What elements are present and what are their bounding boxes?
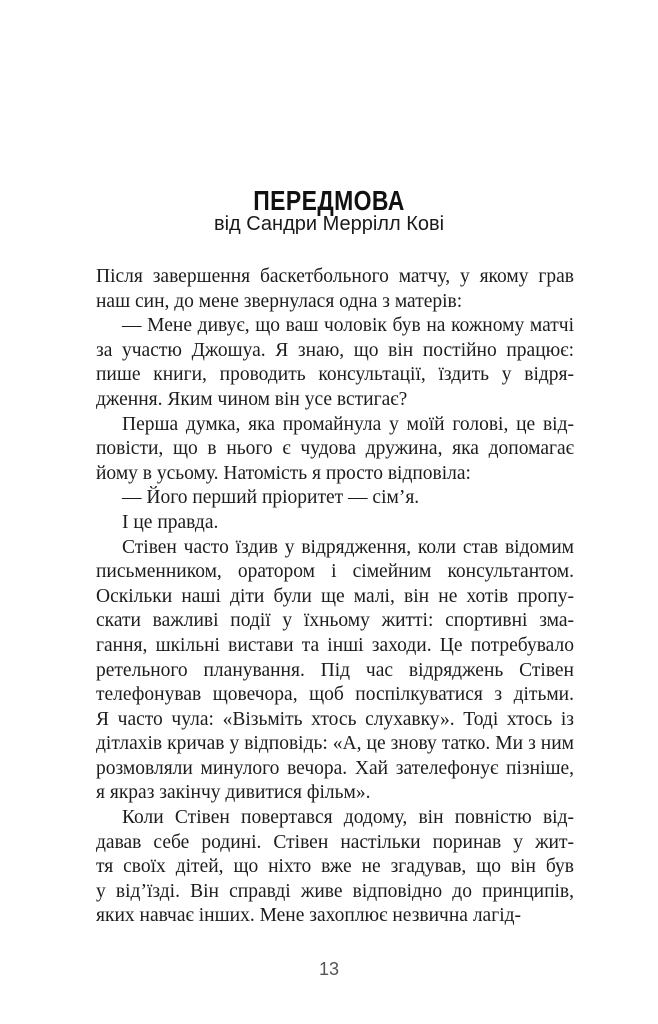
text-line: давав себе родині. Стівен настільки поринав у жит- xyxy=(96,831,574,853)
text-line: телефонував щовечора, щоб поспілкуватися з дітьми. xyxy=(96,684,574,706)
text-line: у від’їзді. Він справді живе відповідно до принципів, xyxy=(96,880,574,902)
page-number: 13 xyxy=(318,959,340,979)
text-line: наш син, до мене звернулася одна з матерів: xyxy=(96,290,463,312)
text-line: Я часто чула: «Візьміть хтось слухавку». Тоді хтось із xyxy=(96,708,574,730)
paragraph xyxy=(96,265,574,314)
text-line: я якраз закінчу дивитися фільм». xyxy=(96,782,371,804)
paragraph xyxy=(96,536,574,807)
text-line: за участю Джошуа. Я знаю, що він постійно працює: xyxy=(96,339,574,361)
text-line: Оскільки наші діти були ще малі, він не хотів пропу- xyxy=(96,585,574,607)
text-line: гання, шкільні вистави та інші заходи. Це потребувало xyxy=(96,634,574,656)
paragraph xyxy=(96,486,574,511)
text-line: Перша думка, яка промайнула у моїй голові, це від- xyxy=(122,413,574,435)
text-line: письменником, оратором і сімейним консультантом. xyxy=(96,561,574,583)
text-line: дітлахів кричав у відповідь: «А, це знову татко. Ми з ним xyxy=(96,733,574,755)
text-line: повісти, що в нього є чудова дружина, яка допомагає xyxy=(96,438,574,460)
paragraph xyxy=(96,806,574,929)
text-line: — Мене дивує, що ваш чоловік був на кожному матчі xyxy=(122,315,574,337)
text-line: йому в усьому. Натомість я просто відповіла: xyxy=(96,462,471,484)
paragraph xyxy=(96,314,574,412)
text-line: — Його перший пріоритет — сім’я. xyxy=(122,487,420,509)
text-line: ретельного планування. Під час відряджень Стівен xyxy=(96,659,574,681)
text-line: тя своїх дітей, що ніхто вже не згадував, що він був xyxy=(96,856,574,878)
text-line: І це правда. xyxy=(122,511,219,533)
text-line: Після завершення баскетбольного матчу, у якому грав xyxy=(96,266,574,287)
chapter-subtitle: від Сандри Меррілл Кові xyxy=(213,213,445,235)
text-line: скати важливі події у їхньому житті: спортивні зма- xyxy=(96,610,574,632)
body-text xyxy=(96,265,574,929)
text-line: Коли Стівен повертався додому, він повністю від- xyxy=(122,807,574,829)
text-line: дження. Яким чином він усе встигає? xyxy=(96,388,408,410)
text-line: Стівен часто їздив у відрядження, коли став відомим xyxy=(122,536,574,558)
text-line: розмовляли минулого вечора. Хай зателефонує пізніше, xyxy=(96,757,574,779)
text-line: яких навчає інших. Мене захоплює незвична лагід- xyxy=(96,905,522,927)
text-line: пише книги, проводить консультації, їздить у відря- xyxy=(96,364,574,386)
chapter-title: ПЕРЕДМОВА xyxy=(253,185,405,216)
paragraph xyxy=(96,413,574,487)
paragraph xyxy=(96,511,574,536)
